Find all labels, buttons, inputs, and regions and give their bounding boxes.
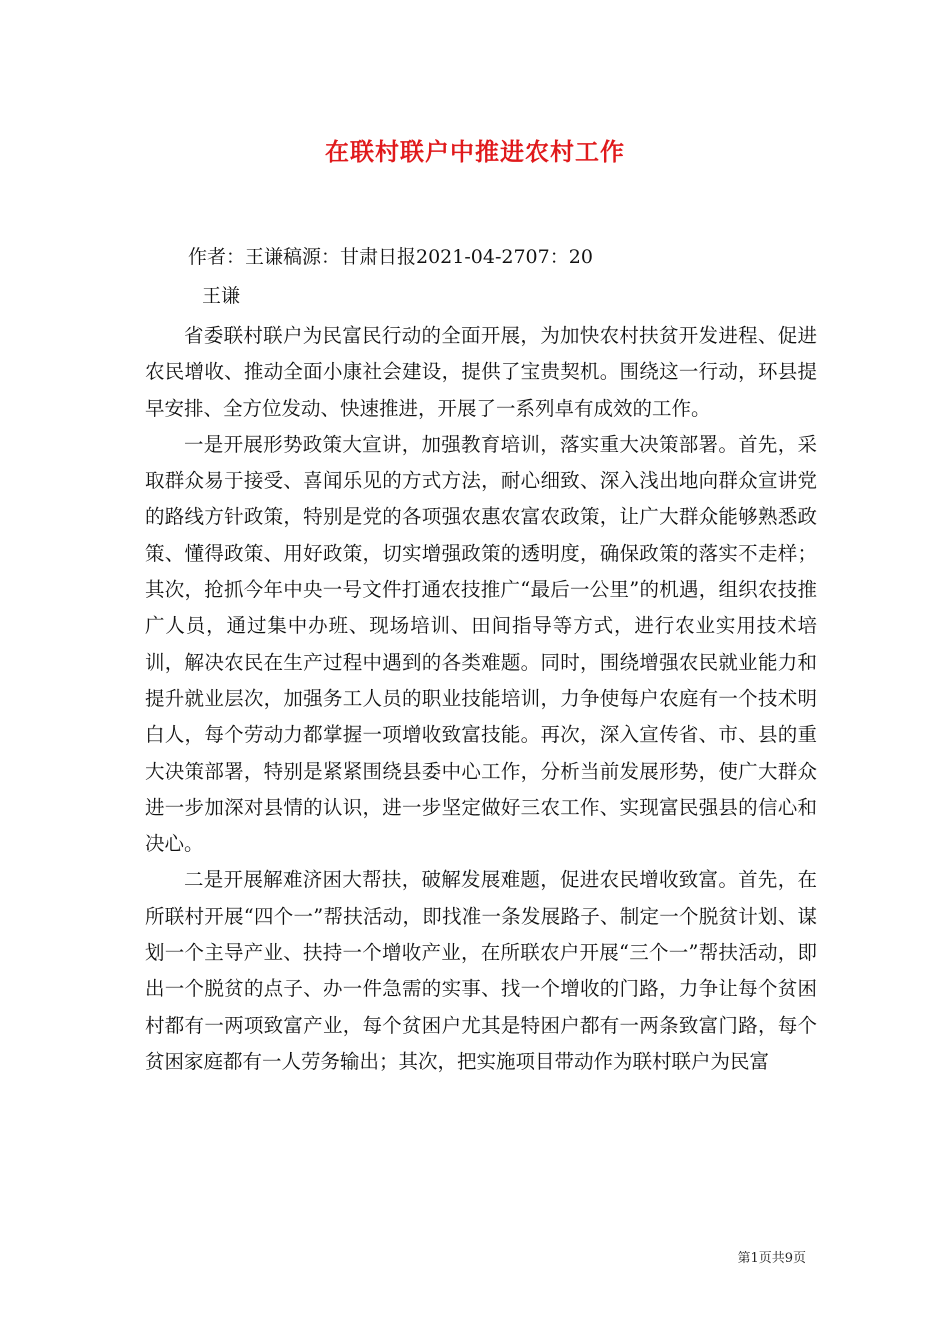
paragraph: 一是开展形势政策大宣讲，加强教育培训，落实重大决策部署。首先，采取群众易于接受、喜闻乐见的方式方法，耐心细致、深入浅出地向群众宣讲党的路线方针政策，特别是党的各项强农惠农富农政策，让广大群众能够熟悉政策、懂得政策、用好政策，切实增强政策的透明度，确保政策的落实不走样；其次，抢抓今年中央一号文件打通农技推广“最后一公里”的机遇，组织农技推广人员，通过集中办班、现场培训、田间指导等方式，进行农业实用技术培训，解决农民在生产过程中遇到的各类难题。同时，围绕增强农民就业能力和提升就业层次，加强务工人员的职业技能培训，力争使每户农庭有一个技术明白人，每个劳动力都掌握一项增收致富技能。再次，深入宣传省、市、县的重大决策部署，特别是紧紧围绕县委中心工作，分析当前发展形势，使广大群众进一步加深对县情的认识，进一步坚定做好三农工作、实现富民强县的信心和决心。 [145,432,817,856]
article-body [145,318,817,1080]
article-meta-line: 作者：王谦稿源：甘肃日报2021-04-2707：20 [188,246,593,268]
paragraph: 二是开展解难济困大帮扶，破解发展难题，促进农民增收致富。首先，在所联村开展“四个一”帮扶活动，即找准一条发展路子、制定一个脱贫计划、谋划一个主导产业、扶持一个增收产业，在所联农户开展“三个一”帮扶活动，即出一个脱贫的点子、办一件急需的实事、找一个增收的门路，力争让每个贫困村都有一两项致富产业，每个贫困户尤其是特困户都有一两条致富门路，每个贫困家庭都有一人劳务输出；其次，把实施项目带动作为联村联户为民富 [145,868,817,1073]
document-title: 在联村联户中推进农村工作 [325,138,625,166]
author-name: 王谦 [202,285,241,307]
page-number-footer: 第1页共9页 [737,1251,806,1266]
paragraph: 省委联村联户为民富民行动的全面开展，为加快农村扶贫开发进程、促进农民增收、推动全面小康社会建设，提供了宝贵契机。围绕这一行动，环县提早安排、全方位发动、快速推进，开展了一系列卓有成效的工作。 [145,324,817,420]
